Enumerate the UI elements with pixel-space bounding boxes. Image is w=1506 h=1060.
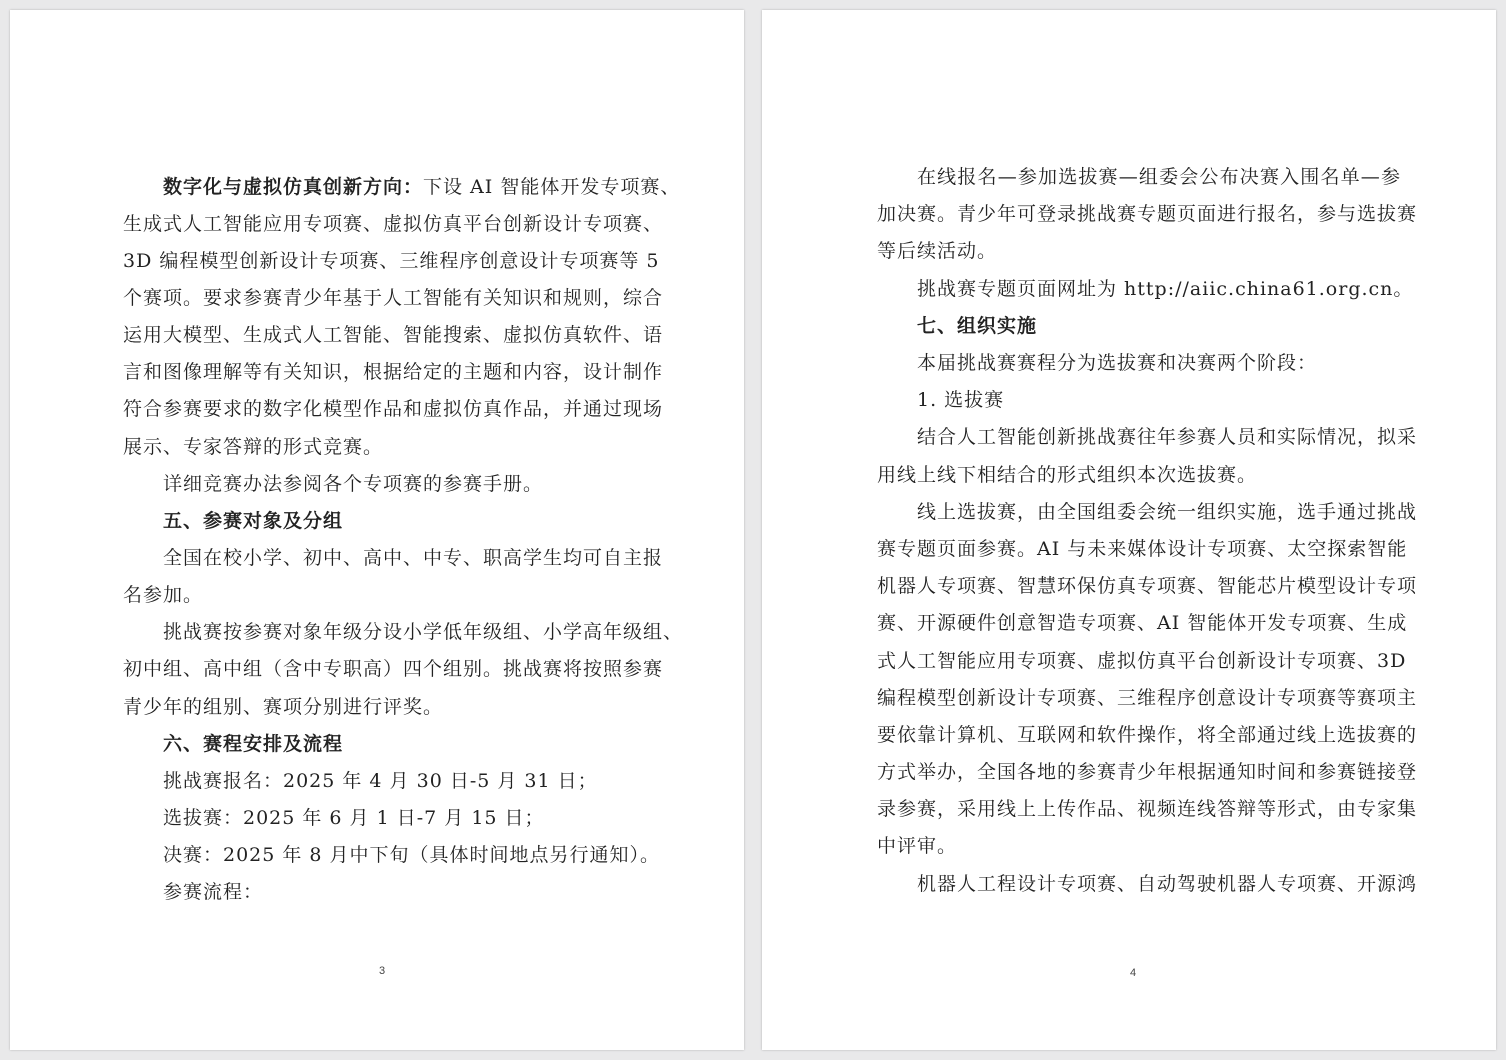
paragraph-line: 机器人工程设计专项赛、自动驾驶机器人专项赛、开源鸿 [917, 873, 1418, 895]
paragraph-line: 详细竞赛办法参阅各个专项赛的参赛手册。 [163, 473, 544, 495]
paragraph-line: 方式举办，全国各地的参赛青少年根据通知时间和参赛链接登 [877, 761, 1418, 783]
paragraph-line: 中评审。 [877, 835, 958, 857]
paragraph-line: 结合人工智能创新挑战赛往年参赛人员和实际情况，拟采 [917, 426, 1418, 448]
paragraph-line: 录参赛，采用线上上传作品、视频连线答辩等形式，由专家集 [877, 798, 1418, 820]
paragraph-line: 编程模型创新设计专项赛、三维程序创意设计专项赛等赛项主 [877, 687, 1418, 709]
paragraph-line: 本届挑战赛赛程分为选拔赛和决赛两个阶段： [917, 352, 1318, 374]
section-heading: 六、赛程安排及流程 [163, 733, 344, 755]
schedule-item: 选拔赛：2025 年 6 月 1 日-7 月 15 日； [163, 807, 545, 829]
paragraph-line: 赛专题页面参赛。AI 与未来媒体设计专项赛、太空探索智能 [877, 538, 1408, 560]
paragraph-line: 言和图像理解等有关知识，根据给定的主题和内容，设计制作 [123, 361, 664, 383]
section-heading: 七、组织实施 [917, 315, 1038, 337]
document-page-3 [10, 10, 744, 1050]
paragraph-line: 个赛项。要求参赛青少年基于人工智能有关知识和规则，综合 [123, 287, 664, 309]
section-heading: 五、参赛对象及分组 [163, 510, 344, 532]
paragraph-line: 赛、开源硬件创意智造专项赛、AI 智能体开发专项赛、生成 [877, 612, 1408, 634]
paragraph-line: 机器人专项赛、智慧环保仿真专项赛、智能芯片模型设计专项 [877, 575, 1418, 597]
bold-heading-run: 数字化与虚拟仿真创新方向： [163, 176, 424, 198]
paragraph-line: 青少年的组别、赛项分别进行评奖。 [123, 696, 444, 718]
schedule-item: 决赛：2025 年 8 月中下旬（具体时间地点另行通知）。 [163, 844, 661, 866]
paragraph-line [163, 175, 681, 199]
schedule-item: 挑战赛报名：2025 年 4 月 30 日-5 月 31 日； [163, 770, 598, 792]
paragraph-line: 线上选拔赛，由全国组委会统一组织实施，选手通过挑战 [917, 501, 1418, 523]
page-number: 4 [1130, 967, 1137, 979]
paragraph-line: 初中组、高中组（含中专职高）四个组别。挑战赛将按照参赛 [123, 658, 664, 680]
paragraph-line: 加决赛。青少年可登录挑战赛专题页面进行报名，参与选拔赛 [877, 203, 1418, 225]
text-run: 下设 AI 智能体开发专项赛、 [423, 176, 681, 198]
paragraph-line: 等后续活动。 [877, 240, 998, 262]
subsection-heading: 1. 选拔赛 [917, 389, 1005, 411]
paragraph-line: 式人工智能应用专项赛、虚拟仿真平台创新设计专项赛、3D [877, 650, 1407, 672]
paragraph-line: 要依靠计算机、互联网和软件操作，将全部通过线上选拔赛的 [877, 724, 1418, 746]
paragraph-line: 参赛流程： [163, 881, 264, 903]
paragraph-line: 3D 编程模型创新设计专项赛、三维程序创意设计专项赛等 5 [123, 250, 660, 272]
paragraph-line: 生成式人工智能应用专项赛、虚拟仿真平台创新设计专项赛、 [123, 213, 664, 235]
paragraph-line: 展示、专家答辩的形式竞赛。 [123, 436, 384, 458]
paragraph-line: 在线报名—参加选拔赛—组委会公布决赛入围名单—参 [917, 166, 1401, 188]
paragraph-line: 用线上线下相结合的形式组织本次选拔赛。 [877, 464, 1258, 486]
paragraph-line: 全国在校小学、初中、高中、中专、职高学生均可自主报 [163, 547, 664, 569]
paragraph-line: 运用大模型、生成式人工智能、智能搜索、虚拟仿真软件、语 [123, 324, 664, 346]
url-line: 挑战赛专题页面网址为 http://aiic.china61.org.cn。 [917, 278, 1414, 300]
document-page-4 [762, 10, 1496, 1050]
paragraph-line: 符合参赛要求的数字化模型作品和虚拟仿真作品，并通过现场 [123, 398, 664, 420]
page-number: 3 [379, 965, 386, 977]
paragraph-line: 名参加。 [123, 584, 204, 606]
paragraph-line: 挑战赛按参赛对象年级分设小学低年级组、小学高年级组、 [163, 621, 684, 643]
